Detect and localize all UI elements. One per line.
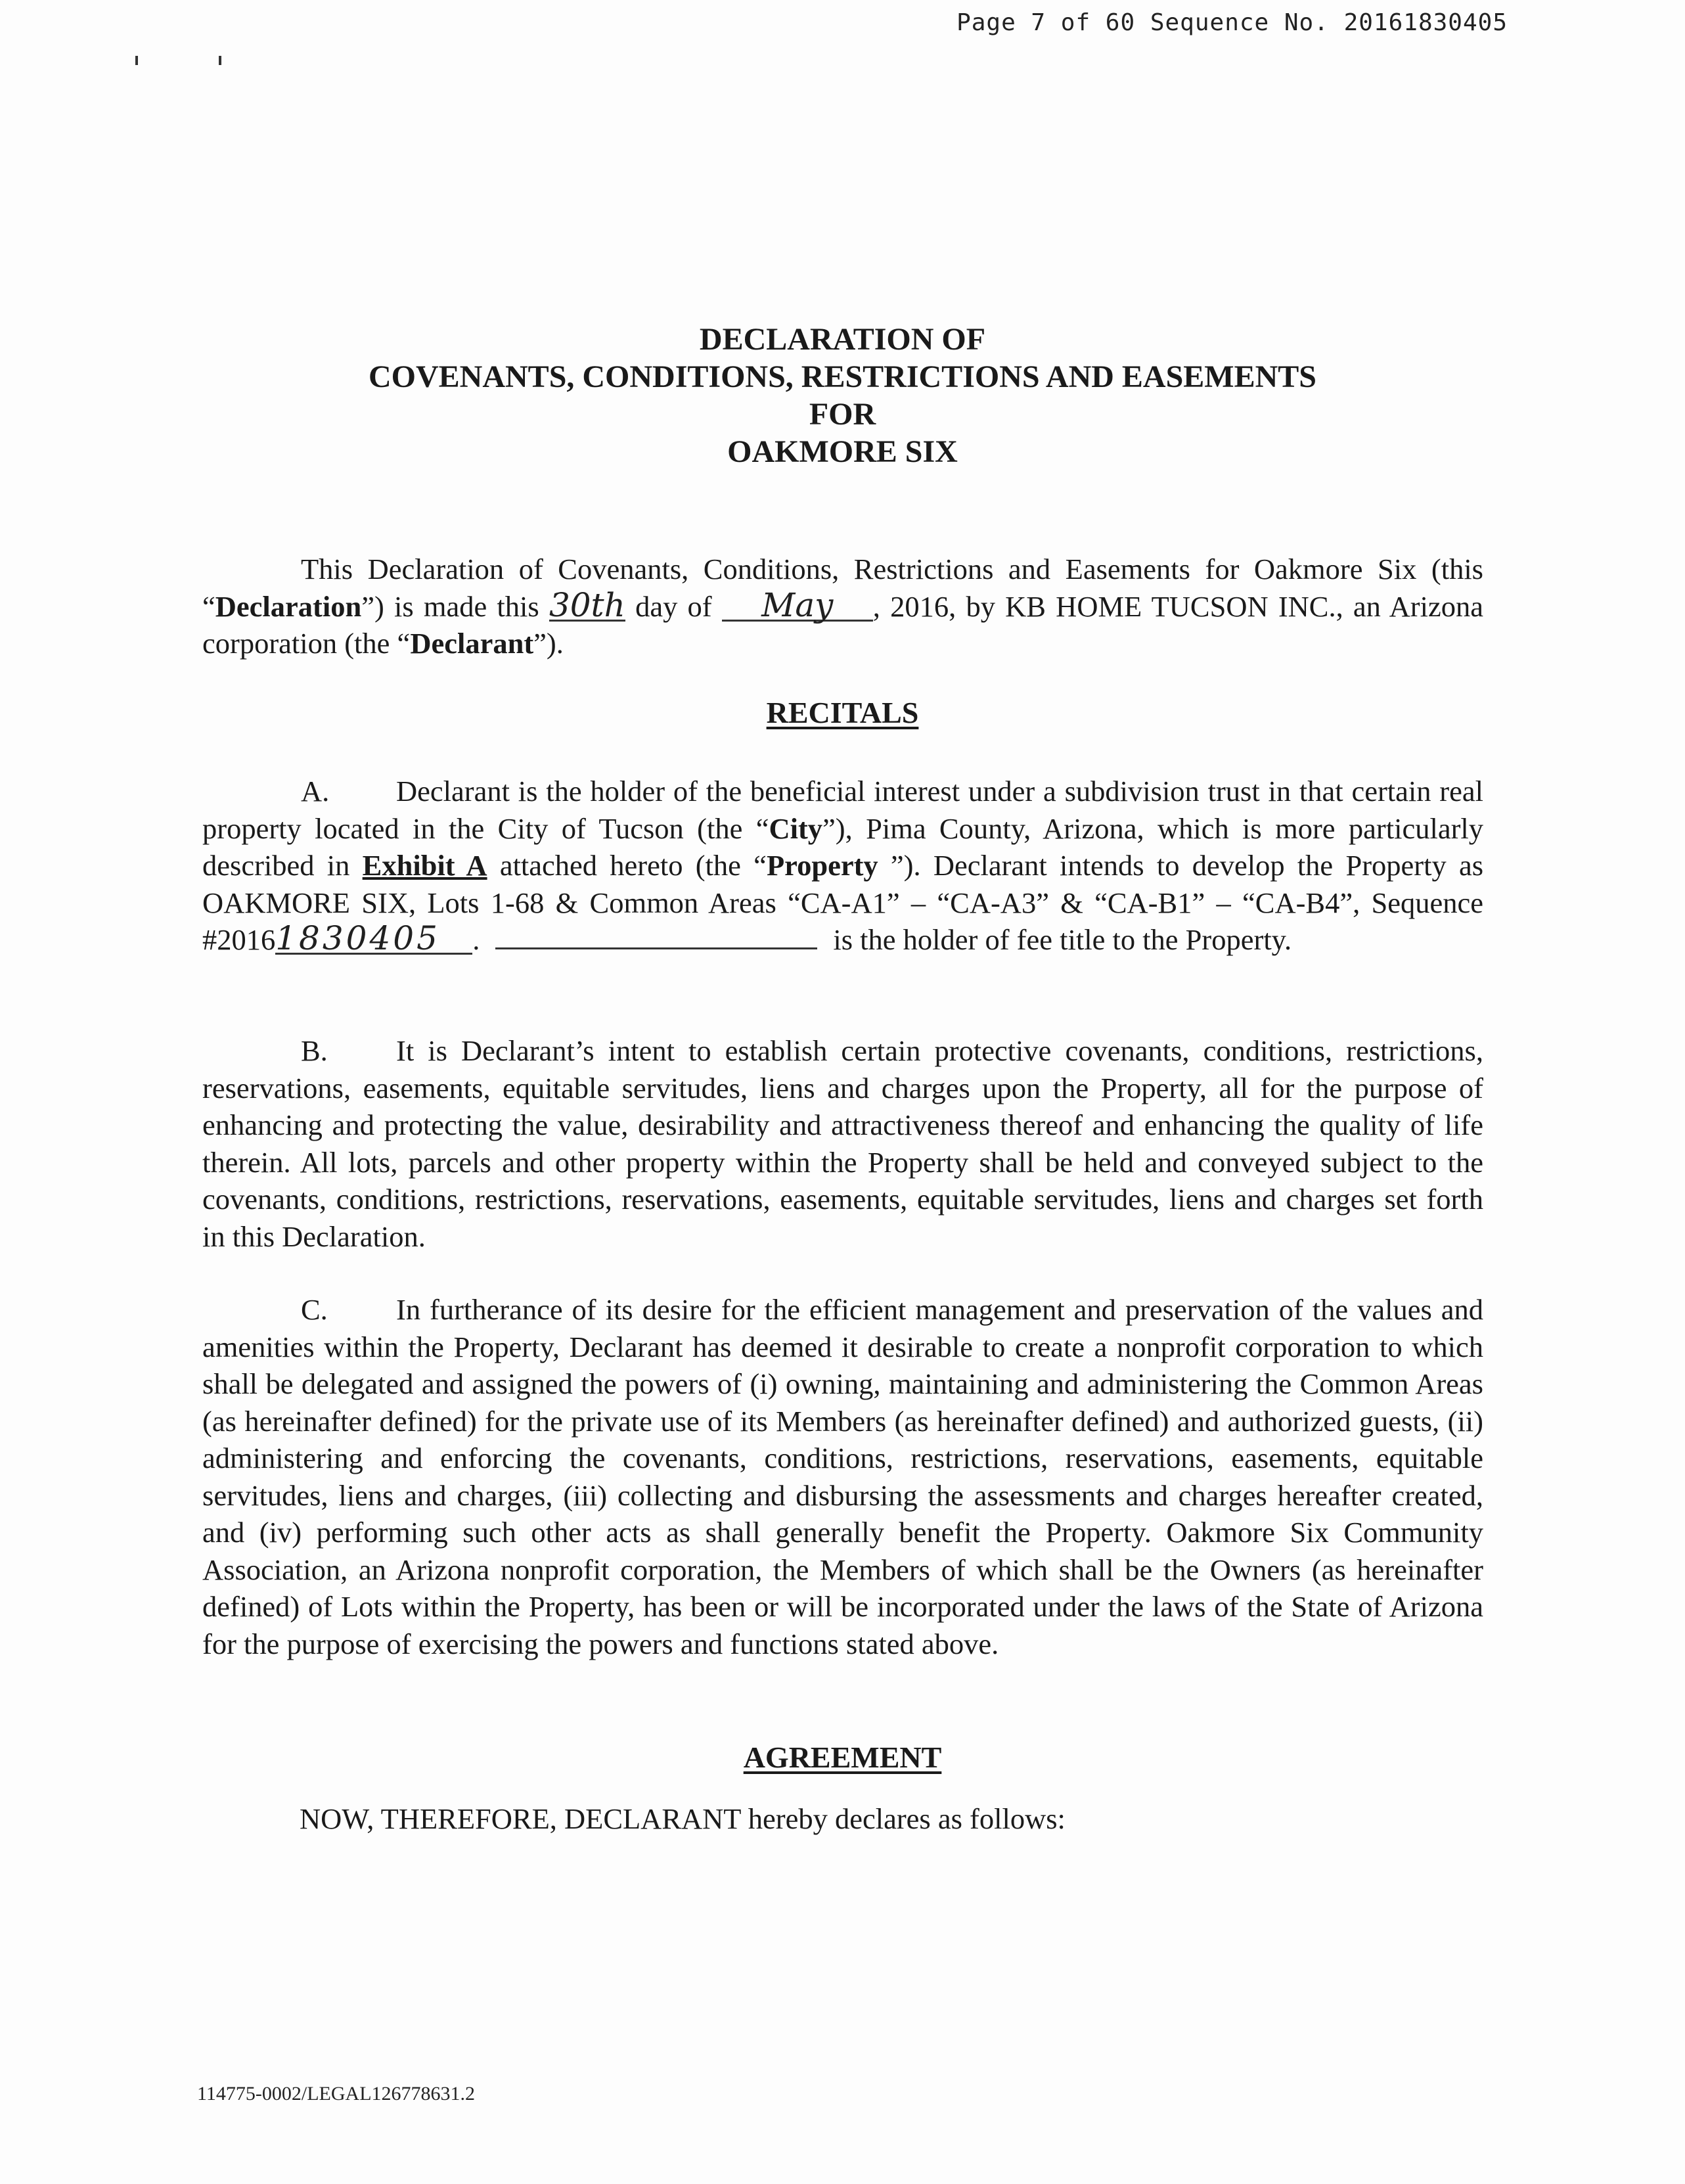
agreement-text: NOW, THEREFORE, DECLARANT hereby declares as follows: <box>300 1802 1066 1835</box>
city-term: City <box>769 811 823 845</box>
recital-b: B. It is Declarant’s intent to establish certain protective covenants, conditions, restrictions, reservations, easements, equitable servitudes, liens and charges upon the Property, all for the purpose of enhancing and protecting the value, desirability and attractiveness thereof and enhancing the quality of life therein. All lots, parcels and other property within the Property shall be held and conveyed subject to the covenants, conditions, restrictions, reservations, easements, equitable servitudes, liens and charges set forth in this Declaration. <box>202 1032 1483 1255</box>
title-line: COVENANTS, CONDITIONS, RESTRICTIONS AND EASEMENTS <box>369 359 1316 394</box>
recitals-heading: RECITALS <box>766 696 919 729</box>
handwritten-day: 30th <box>549 585 625 624</box>
title-line: OAKMORE SIX <box>727 434 958 469</box>
recital-c: C. In furtherance of its desire for the efficient management and preservation of the values and amenities within the Property, Declarant has deemed it desirable to create a nonprofit corporation to which shall be delegated and assigned the powers of (i) owning, maintaining and administering the Common Areas (as hereinafter defined) for the private use of its Members (as hereinafter defined) and authorized guests, (ii) administering and enforcing the covenants, conditions, restrictions, reservations, easements, equitable servitudes, liens and charges, (iii) collecting and disbursing the assessments and charges hereafter created, and (iv) performing such other acts as shall generally benefit the Property. Oakmore Six Community Association, an Arizona nonprofit corporation, the Members of which shall be the Owners (as hereinafter defined) of Lots within the Property, has been or will be incorporated under the laws of the State of Arizona for the purpose of exercising the powers and functions stated above. <box>202 1291 1483 1662</box>
recital-label: B. <box>301 1034 328 1067</box>
document-id-footer: 114775-0002/LEGAL126778631.2 <box>197 2083 476 2104</box>
declarant-term: Declarant <box>410 627 534 660</box>
recital-a: A. Declarant is the holder of the beneficial interest under a subdivision trust in that certain real property located in the City of Tucson (the “City”), Pima County, Arizona, which is more particularly described in Exhibit A attached hereto (the “Property ”). Declarant intends to develop the Property as OAKMORE SIX, Lots 1-68 & Common Areas “CA-A1” – “CA-A3” & “CA-B1” – “CA-B4”, Sequence #20161830405 . is the holder of fee title to the Property. <box>202 773 1483 959</box>
document-title <box>0 321 1685 470</box>
intro-paragraph: This Declaration of Covenants, Conditions, Restrictions and Easements for Oakmore Six (this “Declaration”) is made this 30th day of May , 2016, by KB HOME TUCSON INC., an Arizona corporation (the “Declarant”). <box>202 553 1483 660</box>
declaration-term: Declaration <box>215 589 362 623</box>
recital-label: C. <box>301 1293 328 1326</box>
handwritten-sequence: 1830405 <box>275 924 472 955</box>
title-line: DECLARATION OF <box>699 322 986 357</box>
exhibit-a-reference: Exhibit A <box>362 849 487 882</box>
recital-label: A. <box>301 775 330 808</box>
scan-mark <box>135 56 138 65</box>
agreement-heading: AGREEMENT <box>743 1740 942 1774</box>
blank-line <box>495 921 817 949</box>
property-term: Property <box>766 849 878 882</box>
scan-mark <box>219 56 221 65</box>
handwritten-month: May <box>722 591 873 622</box>
page-sequence-stamp: Page 7 of 60 Sequence No. 20161830405 <box>956 9 1508 36</box>
title-line: FOR <box>809 397 876 432</box>
